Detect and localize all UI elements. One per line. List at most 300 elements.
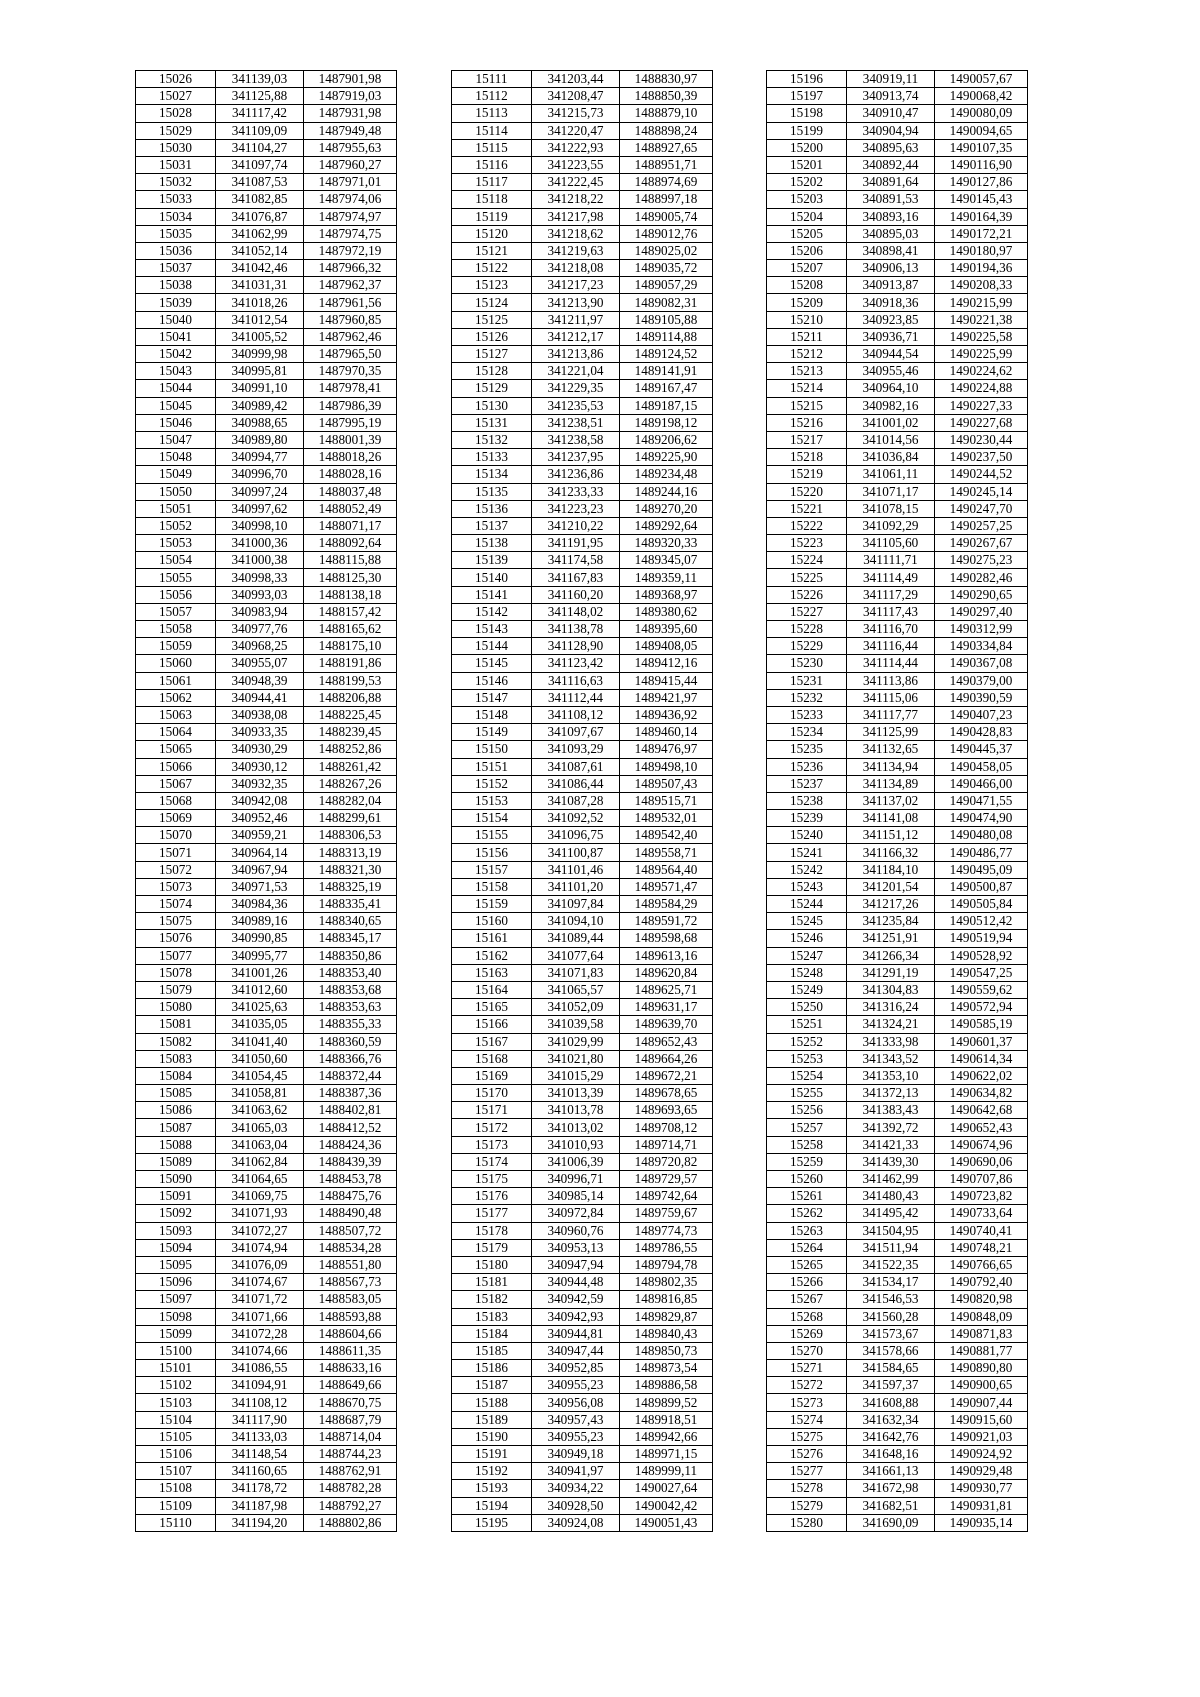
point-number-cell: 15116 — [452, 156, 532, 173]
point-number-cell: 15223 — [767, 535, 847, 552]
point-number-cell: 15043 — [136, 363, 216, 380]
point-number-cell: 15083 — [136, 1050, 216, 1067]
point-number-cell: 15172 — [452, 1119, 532, 1136]
table-row — [136, 1085, 397, 1102]
x-coordinate-cell: 341160,20 — [532, 586, 620, 603]
x-coordinate-cell: 340989,16 — [216, 913, 304, 930]
point-number-cell: 15121 — [452, 242, 532, 259]
table-row — [136, 999, 397, 1016]
x-coordinate-cell: 341001,26 — [216, 964, 304, 981]
x-coordinate-cell: 341014,56 — [847, 431, 935, 448]
point-number-cell: 15151 — [452, 758, 532, 775]
table-row — [767, 174, 1028, 191]
table-row — [136, 1222, 397, 1239]
point-number-cell: 15049 — [136, 466, 216, 483]
x-coordinate-cell: 340982,16 — [847, 397, 935, 414]
x-coordinate-cell: 341094,10 — [532, 913, 620, 930]
table-row — [452, 139, 713, 156]
y-coordinate-cell: 1489564,40 — [620, 861, 713, 878]
x-coordinate-cell: 341104,27 — [216, 139, 304, 156]
point-number-cell: 15158 — [452, 878, 532, 895]
x-coordinate-cell: 340913,74 — [847, 88, 935, 105]
y-coordinate-cell: 1490164,39 — [935, 208, 1028, 225]
y-coordinate-cell: 1489012,76 — [620, 225, 713, 242]
table-row — [452, 1360, 713, 1377]
table-row — [136, 1497, 397, 1514]
x-coordinate-cell: 340938,08 — [216, 706, 304, 723]
point-number-cell: 15245 — [767, 913, 847, 930]
x-coordinate-cell: 341010,93 — [532, 1136, 620, 1153]
y-coordinate-cell: 1488687,79 — [304, 1411, 397, 1428]
point-number-cell: 15143 — [452, 621, 532, 638]
table-row — [767, 1428, 1028, 1445]
y-coordinate-cell: 1488345,17 — [304, 930, 397, 947]
y-coordinate-cell: 1490225,58 — [935, 328, 1028, 345]
y-coordinate-cell: 1488299,61 — [304, 810, 397, 827]
x-coordinate-cell: 340960,76 — [532, 1222, 620, 1239]
point-number-cell: 15104 — [136, 1411, 216, 1428]
point-number-cell: 15253 — [767, 1050, 847, 1067]
table-row — [136, 294, 397, 311]
y-coordinate-cell: 1489625,71 — [620, 981, 713, 998]
table-row — [452, 1153, 713, 1170]
point-number-cell: 15045 — [136, 397, 216, 414]
point-number-cell: 15177 — [452, 1205, 532, 1222]
table-row — [452, 1239, 713, 1256]
point-number-cell: 15050 — [136, 483, 216, 500]
x-coordinate-cell: 341160,65 — [216, 1463, 304, 1480]
table-row — [452, 638, 713, 655]
x-coordinate-cell: 340968,25 — [216, 638, 304, 655]
y-coordinate-cell: 1488157,42 — [304, 603, 397, 620]
point-number-cell: 15226 — [767, 586, 847, 603]
table-row — [452, 431, 713, 448]
x-coordinate-cell: 340977,76 — [216, 621, 304, 638]
table-row — [767, 1342, 1028, 1359]
x-coordinate-cell: 341086,44 — [532, 775, 620, 792]
point-number-cell: 15048 — [136, 449, 216, 466]
table-row — [452, 1205, 713, 1222]
table-row — [136, 810, 397, 827]
table-row — [452, 844, 713, 861]
y-coordinate-cell: 1490748,21 — [935, 1239, 1028, 1256]
point-number-cell: 15242 — [767, 861, 847, 878]
table-row — [452, 260, 713, 277]
table-row — [452, 242, 713, 259]
y-coordinate-cell: 1490312,99 — [935, 621, 1028, 638]
y-coordinate-cell: 1487962,37 — [304, 277, 397, 294]
x-coordinate-cell: 341069,75 — [216, 1188, 304, 1205]
y-coordinate-cell: 1490127,86 — [935, 174, 1028, 191]
x-coordinate-cell: 341000,36 — [216, 535, 304, 552]
y-coordinate-cell: 1489320,33 — [620, 535, 713, 552]
point-number-cell: 15031 — [136, 156, 216, 173]
y-coordinate-cell: 1489141,91 — [620, 363, 713, 380]
table-row — [136, 1274, 397, 1291]
table-row — [136, 208, 397, 225]
x-coordinate-cell: 341324,21 — [847, 1016, 935, 1033]
point-number-cell: 15058 — [136, 621, 216, 638]
x-coordinate-cell: 340923,85 — [847, 311, 935, 328]
point-number-cell: 15165 — [452, 999, 532, 1016]
x-coordinate-cell: 341052,14 — [216, 242, 304, 259]
x-coordinate-cell: 341222,45 — [532, 174, 620, 191]
y-coordinate-cell: 1488490,48 — [304, 1205, 397, 1222]
table-row — [136, 311, 397, 328]
table-row — [767, 483, 1028, 500]
table-row — [136, 586, 397, 603]
table-row — [452, 294, 713, 311]
point-number-cell: 15040 — [136, 311, 216, 328]
y-coordinate-cell: 1488633,16 — [304, 1360, 397, 1377]
y-coordinate-cell: 1490915,60 — [935, 1411, 1028, 1428]
table-row — [136, 1239, 397, 1256]
table-row — [136, 363, 397, 380]
table-row — [136, 1291, 397, 1308]
point-number-cell: 15185 — [452, 1342, 532, 1359]
x-coordinate-cell: 341208,47 — [532, 88, 620, 105]
point-number-cell: 15218 — [767, 449, 847, 466]
y-coordinate-cell: 1489786,55 — [620, 1239, 713, 1256]
table-row — [136, 896, 397, 913]
table-row — [767, 88, 1028, 105]
x-coordinate-cell: 341012,60 — [216, 981, 304, 998]
point-number-cell: 15241 — [767, 844, 847, 861]
y-coordinate-cell: 1488350,86 — [304, 947, 397, 964]
x-coordinate-cell: 341094,91 — [216, 1377, 304, 1394]
y-coordinate-cell: 1490601,37 — [935, 1033, 1028, 1050]
point-number-cell: 15068 — [136, 792, 216, 809]
point-number-cell: 15186 — [452, 1360, 532, 1377]
table-row — [767, 500, 1028, 517]
table-row — [136, 1428, 397, 1445]
x-coordinate-cell: 340941,97 — [532, 1463, 620, 1480]
table-row — [452, 586, 713, 603]
y-coordinate-cell: 1490559,62 — [935, 981, 1028, 998]
point-number-cell: 15053 — [136, 535, 216, 552]
y-coordinate-cell: 1487919,03 — [304, 88, 397, 105]
x-coordinate-cell: 340967,94 — [216, 861, 304, 878]
y-coordinate-cell: 1489802,35 — [620, 1274, 713, 1291]
x-coordinate-cell: 341021,80 — [532, 1050, 620, 1067]
table-row — [452, 208, 713, 225]
x-coordinate-cell: 341211,97 — [532, 311, 620, 328]
x-coordinate-cell: 341184,10 — [847, 861, 935, 878]
y-coordinate-cell: 1490215,99 — [935, 294, 1028, 311]
x-coordinate-cell: 341236,86 — [532, 466, 620, 483]
point-number-cell: 15189 — [452, 1411, 532, 1428]
table-row — [136, 1463, 397, 1480]
point-number-cell: 15075 — [136, 913, 216, 930]
x-coordinate-cell: 341372,13 — [847, 1085, 935, 1102]
y-coordinate-cell: 1490500,87 — [935, 878, 1028, 895]
point-number-cell: 15270 — [767, 1342, 847, 1359]
table-row — [767, 1085, 1028, 1102]
point-number-cell: 15227 — [767, 603, 847, 620]
y-coordinate-cell: 1489532,01 — [620, 810, 713, 827]
x-coordinate-cell: 341063,04 — [216, 1136, 304, 1153]
table-row — [767, 964, 1028, 981]
x-coordinate-cell: 341133,03 — [216, 1428, 304, 1445]
point-number-cell: 15032 — [136, 174, 216, 191]
x-coordinate-cell: 340942,59 — [532, 1291, 620, 1308]
point-number-cell: 15163 — [452, 964, 532, 981]
x-coordinate-cell: 341137,02 — [847, 792, 935, 809]
table-row — [136, 346, 397, 363]
y-coordinate-cell: 1490247,70 — [935, 500, 1028, 517]
point-number-cell: 15248 — [767, 964, 847, 981]
table-row — [452, 397, 713, 414]
table-row — [136, 1136, 397, 1153]
y-coordinate-cell: 1490194,36 — [935, 260, 1028, 277]
x-coordinate-cell: 340996,71 — [532, 1171, 620, 1188]
y-coordinate-cell: 1489408,05 — [620, 638, 713, 655]
point-number-cell: 15135 — [452, 483, 532, 500]
x-coordinate-cell: 341071,66 — [216, 1308, 304, 1325]
point-number-cell: 15055 — [136, 569, 216, 586]
point-number-cell: 15056 — [136, 586, 216, 603]
point-number-cell: 15208 — [767, 277, 847, 294]
point-number-cell: 15102 — [136, 1377, 216, 1394]
x-coordinate-cell: 341114,49 — [847, 569, 935, 586]
coordinate-table-3 — [766, 70, 1028, 1532]
point-number-cell: 15224 — [767, 552, 847, 569]
table-row — [767, 122, 1028, 139]
x-coordinate-cell: 341117,29 — [847, 586, 935, 603]
y-coordinate-cell: 1489244,16 — [620, 483, 713, 500]
table-row — [136, 878, 397, 895]
point-number-cell: 15137 — [452, 517, 532, 534]
y-coordinate-cell: 1488267,26 — [304, 775, 397, 792]
y-coordinate-cell: 1488115,88 — [304, 552, 397, 569]
point-number-cell: 15051 — [136, 500, 216, 517]
point-number-cell: 15244 — [767, 896, 847, 913]
x-coordinate-cell: 341148,02 — [532, 603, 620, 620]
y-coordinate-cell: 1489742,64 — [620, 1188, 713, 1205]
table-row — [452, 981, 713, 998]
point-number-cell: 15027 — [136, 88, 216, 105]
x-coordinate-cell: 340983,94 — [216, 603, 304, 620]
point-number-cell: 15052 — [136, 517, 216, 534]
table-row — [767, 1377, 1028, 1394]
table-row — [767, 311, 1028, 328]
y-coordinate-cell: 1489850,73 — [620, 1342, 713, 1359]
x-coordinate-cell: 341218,62 — [532, 225, 620, 242]
point-number-cell: 15109 — [136, 1497, 216, 1514]
point-number-cell: 15085 — [136, 1085, 216, 1102]
table-row — [767, 260, 1028, 277]
table-row — [136, 1342, 397, 1359]
y-coordinate-cell: 1488898,24 — [620, 122, 713, 139]
y-coordinate-cell: 1489167,47 — [620, 380, 713, 397]
y-coordinate-cell: 1490221,38 — [935, 311, 1028, 328]
x-coordinate-cell: 341522,35 — [847, 1256, 935, 1273]
y-coordinate-cell: 1488001,39 — [304, 431, 397, 448]
table-row — [767, 414, 1028, 431]
x-coordinate-cell: 341086,55 — [216, 1360, 304, 1377]
point-number-cell: 15141 — [452, 586, 532, 603]
y-coordinate-cell: 1490929,48 — [935, 1463, 1028, 1480]
table-row — [136, 1102, 397, 1119]
table-row — [767, 1411, 1028, 1428]
table-row — [452, 174, 713, 191]
point-number-cell: 15213 — [767, 363, 847, 380]
table-row — [136, 122, 397, 139]
table-row — [767, 621, 1028, 638]
point-number-cell: 15077 — [136, 947, 216, 964]
x-coordinate-cell: 340998,33 — [216, 569, 304, 586]
point-number-cell: 15260 — [767, 1171, 847, 1188]
x-coordinate-cell: 341052,09 — [532, 999, 620, 1016]
x-coordinate-cell: 340947,94 — [532, 1256, 620, 1273]
y-coordinate-cell: 1490458,05 — [935, 758, 1028, 775]
point-number-cell: 15168 — [452, 1050, 532, 1067]
x-coordinate-cell: 341054,45 — [216, 1067, 304, 1084]
point-number-cell: 15087 — [136, 1119, 216, 1136]
table-row — [767, 225, 1028, 242]
y-coordinate-cell: 1489234,48 — [620, 466, 713, 483]
x-coordinate-cell: 340944,41 — [216, 689, 304, 706]
y-coordinate-cell: 1490486,77 — [935, 844, 1028, 861]
table-row — [452, 569, 713, 586]
y-coordinate-cell: 1489359,11 — [620, 569, 713, 586]
point-number-cell: 15086 — [136, 1102, 216, 1119]
table-row — [136, 1411, 397, 1428]
table-row — [136, 775, 397, 792]
y-coordinate-cell: 1488593,88 — [304, 1308, 397, 1325]
table-row — [767, 156, 1028, 173]
point-number-cell: 15193 — [452, 1480, 532, 1497]
y-coordinate-cell: 1489598,68 — [620, 930, 713, 947]
y-coordinate-cell: 1489774,73 — [620, 1222, 713, 1239]
coordinate-table-2 — [451, 70, 713, 1532]
x-coordinate-cell: 341097,67 — [532, 724, 620, 741]
y-coordinate-cell: 1488321,30 — [304, 861, 397, 878]
table-row — [136, 672, 397, 689]
y-coordinate-cell: 1488313,19 — [304, 844, 397, 861]
point-number-cell: 15110 — [136, 1514, 216, 1531]
x-coordinate-cell: 341117,43 — [847, 603, 935, 620]
table-row — [136, 1308, 397, 1325]
y-coordinate-cell: 1490116,90 — [935, 156, 1028, 173]
x-coordinate-cell: 341013,39 — [532, 1085, 620, 1102]
table-row — [452, 741, 713, 758]
point-number-cell: 15239 — [767, 810, 847, 827]
x-coordinate-cell: 340944,54 — [847, 346, 935, 363]
y-coordinate-cell: 1487974,97 — [304, 208, 397, 225]
point-number-cell: 15263 — [767, 1222, 847, 1239]
y-coordinate-cell: 1490282,46 — [935, 569, 1028, 586]
point-number-cell: 15164 — [452, 981, 532, 998]
y-coordinate-cell: 1488071,17 — [304, 517, 397, 534]
point-number-cell: 15265 — [767, 1256, 847, 1273]
point-number-cell: 15131 — [452, 414, 532, 431]
x-coordinate-cell: 341229,35 — [532, 380, 620, 397]
x-coordinate-cell: 341141,08 — [847, 810, 935, 827]
x-coordinate-cell: 340999,98 — [216, 346, 304, 363]
point-number-cell: 15221 — [767, 500, 847, 517]
table-row — [767, 208, 1028, 225]
x-coordinate-cell: 341266,34 — [847, 947, 935, 964]
point-number-cell: 15034 — [136, 208, 216, 225]
table-row — [136, 1325, 397, 1342]
point-number-cell: 15127 — [452, 346, 532, 363]
table-row — [767, 1497, 1028, 1514]
point-number-cell: 15255 — [767, 1085, 847, 1102]
table-row — [136, 174, 397, 191]
table-row — [767, 380, 1028, 397]
y-coordinate-cell: 1489368,97 — [620, 586, 713, 603]
table-row — [452, 672, 713, 689]
table-row — [767, 1325, 1028, 1342]
x-coordinate-cell: 340930,29 — [216, 741, 304, 758]
y-coordinate-cell: 1488037,48 — [304, 483, 397, 500]
x-coordinate-cell: 341074,94 — [216, 1239, 304, 1256]
x-coordinate-cell: 341089,44 — [532, 930, 620, 947]
point-number-cell: 15089 — [136, 1153, 216, 1170]
x-coordinate-cell: 341178,72 — [216, 1480, 304, 1497]
y-coordinate-cell: 1487960,85 — [304, 311, 397, 328]
y-coordinate-cell: 1490180,97 — [935, 242, 1028, 259]
table-row — [452, 1067, 713, 1084]
y-coordinate-cell: 1490881,77 — [935, 1342, 1028, 1359]
table-row — [767, 466, 1028, 483]
y-coordinate-cell: 1488567,73 — [304, 1274, 397, 1291]
point-number-cell: 15252 — [767, 1033, 847, 1050]
y-coordinate-cell: 1487974,06 — [304, 191, 397, 208]
table-row — [136, 913, 397, 930]
table-row — [767, 638, 1028, 655]
table-row — [136, 466, 397, 483]
x-coordinate-cell: 341682,51 — [847, 1497, 935, 1514]
y-coordinate-cell: 1489664,26 — [620, 1050, 713, 1067]
x-coordinate-cell: 341062,84 — [216, 1153, 304, 1170]
x-coordinate-cell: 341109,09 — [216, 122, 304, 139]
point-number-cell: 15139 — [452, 552, 532, 569]
point-number-cell: 15273 — [767, 1394, 847, 1411]
y-coordinate-cell: 1490367,08 — [935, 655, 1028, 672]
y-coordinate-cell: 1488355,33 — [304, 1016, 397, 1033]
point-number-cell: 15130 — [452, 397, 532, 414]
point-number-cell: 15065 — [136, 741, 216, 758]
y-coordinate-cell: 1490267,67 — [935, 535, 1028, 552]
table-row — [136, 621, 397, 638]
point-number-cell: 15120 — [452, 225, 532, 242]
y-coordinate-cell: 1490907,44 — [935, 1394, 1028, 1411]
y-coordinate-cell: 1489942,66 — [620, 1428, 713, 1445]
x-coordinate-cell: 340918,36 — [847, 294, 935, 311]
y-coordinate-cell: 1489720,82 — [620, 1153, 713, 1170]
y-coordinate-cell: 1490466,00 — [935, 775, 1028, 792]
point-number-cell: 15150 — [452, 741, 532, 758]
table-row — [452, 466, 713, 483]
y-coordinate-cell: 1488225,45 — [304, 706, 397, 723]
x-coordinate-cell: 341217,26 — [847, 896, 935, 913]
point-number-cell: 15180 — [452, 1256, 532, 1273]
point-number-cell: 15099 — [136, 1325, 216, 1342]
y-coordinate-cell: 1488879,10 — [620, 105, 713, 122]
point-number-cell: 15228 — [767, 621, 847, 638]
x-coordinate-cell: 341082,85 — [216, 191, 304, 208]
table-row — [452, 122, 713, 139]
x-coordinate-cell: 340933,35 — [216, 724, 304, 741]
table-row — [767, 191, 1028, 208]
x-coordinate-cell: 341064,65 — [216, 1171, 304, 1188]
point-number-cell: 15222 — [767, 517, 847, 534]
y-coordinate-cell: 1489708,12 — [620, 1119, 713, 1136]
x-coordinate-cell: 341087,61 — [532, 758, 620, 775]
x-coordinate-cell: 340994,77 — [216, 449, 304, 466]
